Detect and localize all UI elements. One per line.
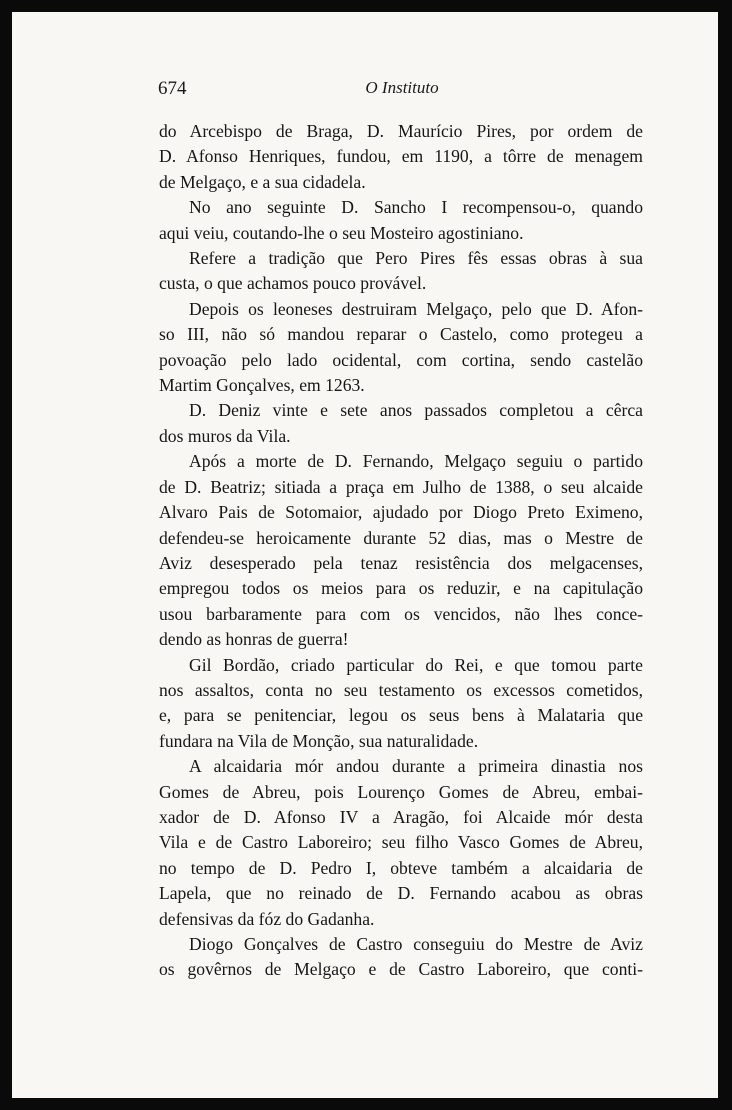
- paragraph: [159, 398, 643, 449]
- paragraph: [159, 754, 643, 932]
- text-line: custa, o que achamos pouco provável.: [159, 273, 427, 294]
- paragraph: [159, 653, 643, 755]
- running-title: O Instituto: [365, 78, 439, 97]
- text-line: A alcaidaria mór andou durante a primeira dinastia nos: [189, 756, 643, 777]
- text-line: Após a morte de D. Fernando, Melgaço seguiu o partido: [189, 451, 643, 472]
- text-line: dendo as honras de guerra!: [159, 629, 349, 650]
- text-line: do Arcebispo de Braga, D. Maurício Pires, por ordem de: [159, 121, 643, 141]
- text-line: de Melgaço, e a sua cidadela.: [159, 171, 366, 192]
- paragraph: [159, 449, 643, 652]
- page-number: 674: [158, 78, 187, 99]
- text-line: Depois os leoneses destruiram Melgaço, pelo que D. Afon-: [189, 298, 643, 319]
- text-line: Vila e de Castro Laboreiro; seu filho Vasco Gomes de Abreu,: [159, 832, 643, 853]
- paragraph: [159, 246, 643, 297]
- text-line: xador de D. Afonso IV a Aragão, foi Alcaide mór desta: [159, 806, 643, 827]
- text-line: defensivas da fóz do Gadanha.: [159, 908, 375, 929]
- paragraph: [159, 297, 643, 399]
- text-line: Alvaro Pais de Sotomaior, ajudado por Diogo Preto Eximeno,: [159, 502, 643, 523]
- body-text: [159, 119, 643, 983]
- text-line: nos assaltos, conta no seu testamento os excessos cometidos,: [159, 679, 643, 700]
- text-line: Lapela, que no reinado de D. Fernando acabou as obras: [159, 883, 643, 904]
- text-line: povoação pelo lado ocidental, com cortina, sendo castelão: [159, 349, 643, 370]
- text-line: os govêrnos de Melgaço e de Castro Laboreiro, que conti-: [159, 959, 643, 980]
- text-line: D. Deniz vinte e sete anos passados completou a cêrca: [189, 400, 643, 421]
- text-line: defendeu-se heroicamente durante 52 dias, mas o Mestre de: [159, 527, 643, 548]
- page-header: [158, 78, 646, 108]
- text-line: de D. Beatriz; sitiada a praça em Julho de 1388, o seu alcaide: [159, 476, 643, 497]
- text-line: Gomes de Abreu, pois Lourenço Gomes de Abreu, embai-: [159, 781, 643, 802]
- text-line: no tempo de D. Pedro I, obteve também a alcaidaria de: [159, 857, 643, 878]
- text-line: so III, não só mandou reparar o Castelo, como protegeu a: [159, 324, 643, 345]
- text-line: fundara na Vila de Monção, sua naturalidade.: [159, 730, 479, 751]
- text-line: No ano seguinte D. Sancho I recompensou-o, quando: [189, 197, 643, 218]
- text-line: D. Afonso Henriques, fundou, em 1190, a tôrre de menagem: [159, 146, 643, 167]
- book-page: [12, 12, 718, 1098]
- text-line: Diogo Gonçalves de Castro conseguiu do Mestre de Aviz: [189, 934, 643, 954]
- text-line: Gil Bordão, criado particular do Rei, e que tomou parte: [189, 654, 643, 675]
- text-line: Refere a tradição que Pero Pires fês essas obras à sua: [189, 248, 643, 269]
- text-line: e, para se penitenciar, legou os seus bens à Malataria que: [159, 705, 643, 726]
- text-line: usou barbaramente para com os vencidos, não lhes conce-: [159, 603, 643, 624]
- text-line: aqui veiu, coutando-lhe o seu Mosteiro agostiniano.: [159, 222, 524, 243]
- text-line: dos muros da Vila.: [159, 425, 291, 446]
- paragraph: [159, 195, 643, 246]
- text-line: Martim Gonçalves, em 1263.: [159, 375, 365, 396]
- paragraph: [159, 932, 643, 983]
- text-line: empregou todos os meios para os reduzir, e na capitulação: [159, 578, 643, 599]
- paragraph: [159, 119, 643, 195]
- text-line: Aviz desesperado pela tenaz resistência dos melgacenses,: [159, 552, 643, 573]
